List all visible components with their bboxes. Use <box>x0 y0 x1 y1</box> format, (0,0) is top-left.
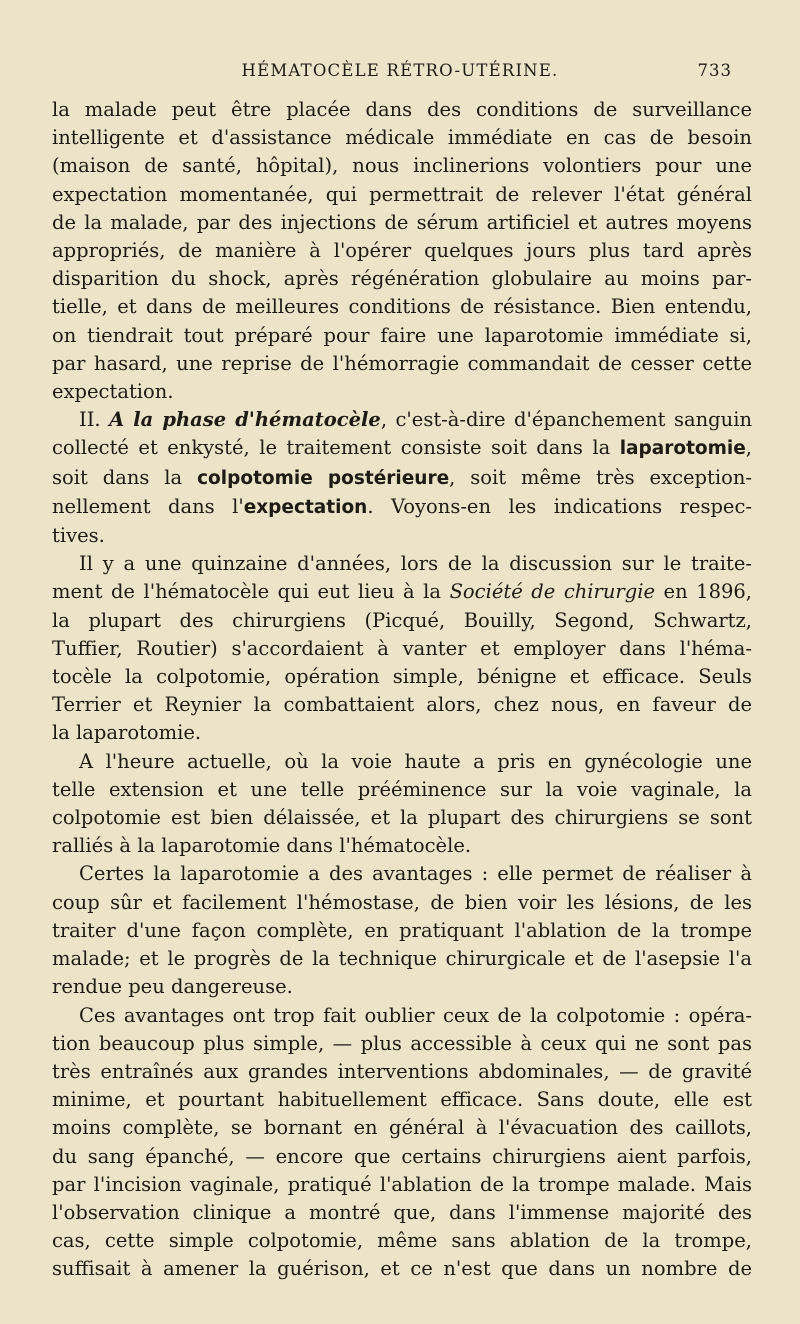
text-line: la laparotomie. <box>52 721 202 745</box>
text-line: tielle, et dans de meilleures conditions de résistance. Bien entendu, <box>52 295 752 319</box>
page-number: 733 <box>697 61 732 80</box>
text-line: tives. <box>52 524 105 548</box>
paragraph-3 <box>52 550 752 747</box>
text-line <box>52 406 752 434</box>
text-line: du sang épanché, — encore que certains chirurgiens aient parfois, <box>52 1144 752 1168</box>
text-line: appropriés, de manière à l'opérer quelques jours plus tard après <box>52 239 752 263</box>
text-line: de la malade, par des injections de sérum artificiel et autres moyens <box>52 210 752 234</box>
term-colpotomie-posterieure: colpotomie postérieure <box>197 467 450 489</box>
paragraph-1 <box>52 96 752 406</box>
text-fragment: nellement dans l' <box>52 494 244 518</box>
text-line: tion beaucoup plus simple, — plus accessible à ceux qui ne sont pas <box>52 1031 752 1055</box>
running-title: HÉMATOCÈLE RÉTRO-UTÉRINE. <box>241 61 559 80</box>
text-fragment: ment de l'hématocèle qui eut lieu à la <box>52 580 450 604</box>
paragraph-2 <box>52 406 752 550</box>
text-line: suffisait à amener la guérison, et ce n'est que dans un nombre de <box>52 1257 752 1281</box>
text-line: disparition du shock, après régénération globulaire au moins par- <box>52 267 752 291</box>
text-line: A l'heure actuelle, où la voie haute a pris en gynécologie une <box>79 749 752 773</box>
text-fragment: , c'est-à-dire d'épanchement sanguin <box>380 408 752 432</box>
text-fragment: , soit même très exception- <box>449 465 752 489</box>
body-text <box>52 96 752 1284</box>
text-line: par l'incision vaginale, pratiqué l'ablation de la trompe malade. Mais <box>52 1172 752 1196</box>
text-line: rendue peu dangereuse. <box>52 975 293 999</box>
text-fragment: collecté et enkysté, le traitement consiste soit dans la <box>52 436 620 460</box>
text-line <box>52 434 752 463</box>
text-line: coup sûr et facilement l'hémostase, de bien voir les lésions, de les <box>52 890 752 914</box>
text-line: Ces avantages ont trop fait oublier ceux de la colpotomie : opéra- <box>79 1003 752 1027</box>
text-line: (maison de santé, hôpital), nous inclinerions volontiers pour une <box>52 154 752 178</box>
society-name: Société de chirurgie <box>449 580 656 604</box>
text-line: malade; et le progrès de la technique chirurgicale et de l'asepsie l'a <box>52 947 752 971</box>
paragraph-5 <box>52 860 752 1001</box>
text-line: Tuffier, Routier) s'accordaient à vanter et employer dans l'héma- <box>52 636 752 660</box>
text-line: expectation momentanée, qui permettrait de relever l'état général <box>52 182 752 206</box>
text-fragment: soit dans la <box>52 465 198 489</box>
term-expectation: expectation <box>243 496 368 518</box>
text-line: on tiendrait tout préparé pour faire une laparotomie immédiate si, <box>52 323 752 347</box>
text-fragment: . Voyons-en les indications respec- <box>367 494 752 518</box>
text-line: Terrier et Reynier la combattaient alors, chez nous, en faveur de <box>52 693 752 717</box>
text-line: telle extension et une telle prééminence sur la voie vaginale, la <box>52 777 752 801</box>
text-line: la malade peut être placée dans des conditions de surveillance <box>52 98 752 121</box>
text-line: ralliés à la laparotomie dans l'hématocèle. <box>52 834 472 858</box>
text-line: colpotomie est bien délaissée, et la plupart des chirurgiens se sont <box>52 806 752 830</box>
text-line: expectation. <box>52 380 174 404</box>
text-line: minime, et pourtant habituellement efficace. Sans doute, elle est <box>52 1088 752 1112</box>
text-line <box>52 464 752 493</box>
term-laparotomie: laparotomie <box>619 438 746 460</box>
section-heading: A la phase d'hématocèle <box>109 408 381 432</box>
text-fragment: en 1896, <box>655 580 752 604</box>
text-fragment: , <box>745 436 752 460</box>
text-line: très entraînés aux grandes interventions abdominales, — de gravité <box>52 1059 752 1083</box>
text-line <box>52 578 752 606</box>
text-line: par hasard, une reprise de l'hémorragie commandait de cesser cette <box>52 351 752 375</box>
running-header <box>0 61 800 91</box>
text-line: cas, cette simple colpotomie, même sans ablation de la trompe, <box>52 1229 752 1253</box>
text-line: Certes la laparotomie a des avantages : elle permet de réaliser à <box>79 862 752 886</box>
text-line: Il y a une quinzaine d'années, lors de la discussion sur le traite- <box>79 552 752 576</box>
text-line: tocèle la colpotomie, opération simple, bénigne et efficace. Seuls <box>52 665 752 689</box>
text-line: l'observation clinique a montré que, dans l'immense majorité des <box>52 1200 752 1224</box>
section-number: II. <box>79 408 101 432</box>
text-line: intelligente et d'assistance médicale immédiate en cas de besoin <box>52 126 752 150</box>
paragraph-4 <box>52 748 752 861</box>
text-line: traiter d'une façon complète, en pratiquant l'ablation de la trompe <box>52 918 752 942</box>
text-line: la plupart des chirurgiens (Picqué, Bouilly, Segond, Schwartz, <box>52 608 752 632</box>
text-line: moins complète, se bornant en général à l'évacuation des caillots, <box>52 1116 752 1140</box>
text-line <box>52 493 752 522</box>
paragraph-6 <box>52 1002 752 1284</box>
